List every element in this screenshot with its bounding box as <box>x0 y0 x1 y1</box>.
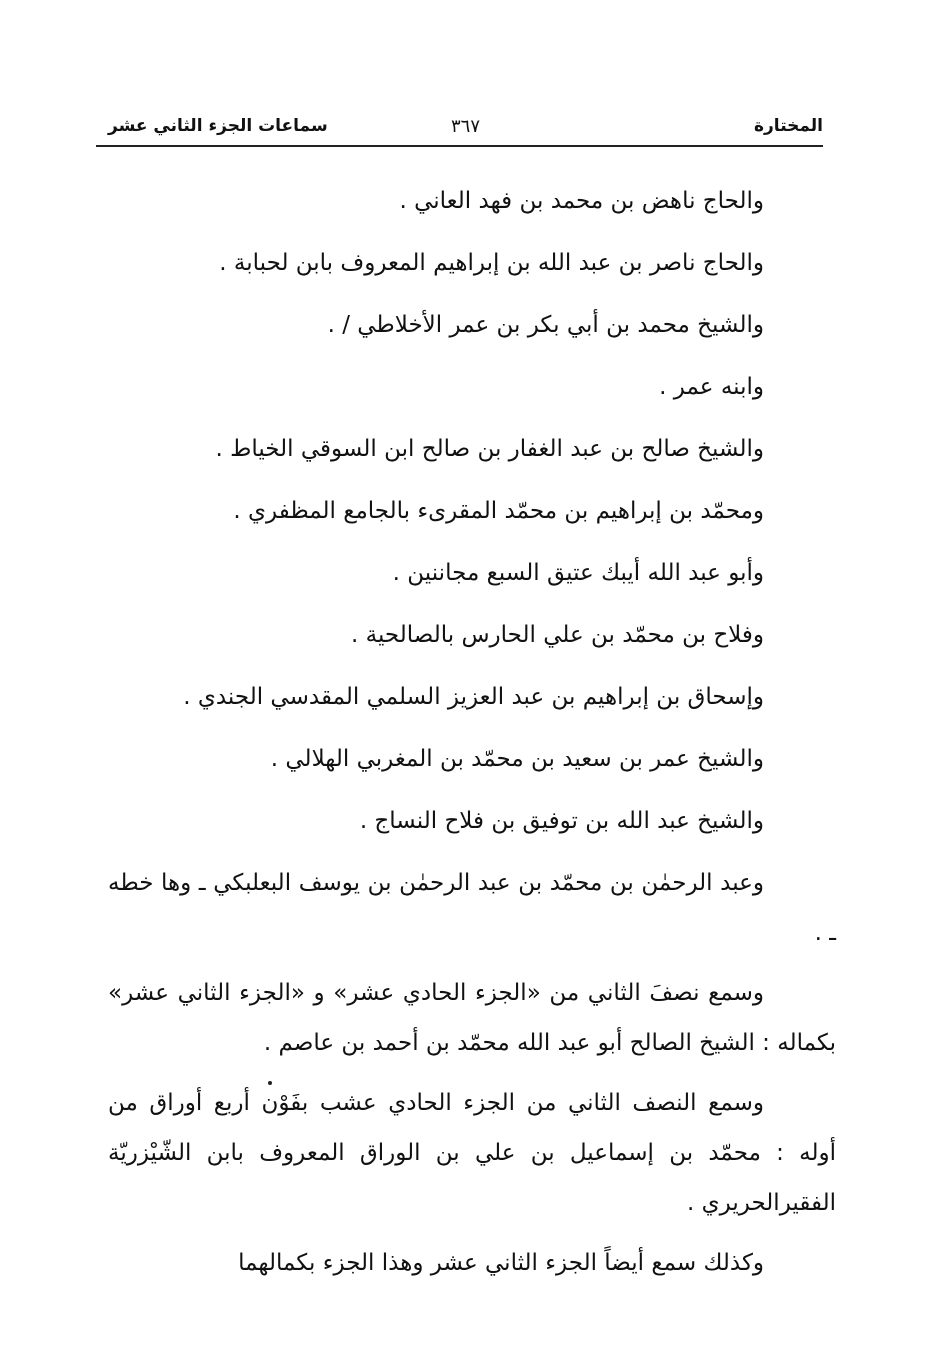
header-section-title: سماعات الجزء الثاني عشر <box>108 116 328 136</box>
header-book-title: المختارة <box>753 116 823 136</box>
text-line: وابنه عمر . <box>659 374 764 400</box>
page-number: ٣٦٧ <box>450 116 481 137</box>
text-line: وإسحاق بن إبراهيم بن عبد العزيز السلمي المقدسي الجندي . <box>183 684 764 710</box>
paragraph: وكذلك سمع أيضاً الجزء الثاني عشر وهذا الجزء بكمالهما <box>238 1250 764 1276</box>
text-line: وأبو عبد الله أيبك عتيق السبع مجاننين . <box>392 560 764 586</box>
text-line: ومحمّد بن إبراهيم بن محمّد المقرىء بالجامع المظفري . <box>233 498 764 524</box>
paragraph: وسمع النصف الثاني من الجزء الحادي عشب بفَوْن أربع أوراق من أوله : محمّد بن إسماعيل بن علي بن الوراق المعروف بابن الشّيْزريّة الفقيرالحريري . <box>108 1090 836 1216</box>
header-rule <box>96 145 823 147</box>
text-line: والحاج ناصر بن عبد الله بن إبراهيم المعروف بابن لحبابة . <box>219 250 764 276</box>
text-line: والحاج ناهض بن محمد بن فهد العاني . <box>399 188 764 214</box>
text-line: والشيخ صالح بن عبد الغفار بن صالح ابن السوقي الخياط . <box>215 436 764 462</box>
paragraph: وسمع نصفَ الثاني من «الجزء الحادي عشر» و «الجزء الثاني عشر» بكماله : الشيخ الصالح أبو عبد الله محمّد بن أحمد بن عاصم . <box>108 980 836 1056</box>
text-line: والشيخ محمد بن أبي بكر بن عمر الأخلاطي / . <box>327 312 764 338</box>
paragraph: وعبد الرحمٰن بن محمّد بن عبد الرحمٰن بن يوسف البعلبكي ـ وها خطه ـ . <box>108 870 836 946</box>
text-line: وفلاح بن محمّد بن علي الحارس بالصالحية . <box>351 622 764 648</box>
running-header <box>108 112 823 142</box>
text-line: والشيخ عبد الله بن توفيق بن فلاح النساج . <box>359 808 764 834</box>
body-text <box>108 170 836 1288</box>
text-line: والشيخ عمر بن سعيد بن محمّد بن المغربي الهلالي . <box>270 746 764 772</box>
ink-speck <box>268 1081 272 1085</box>
